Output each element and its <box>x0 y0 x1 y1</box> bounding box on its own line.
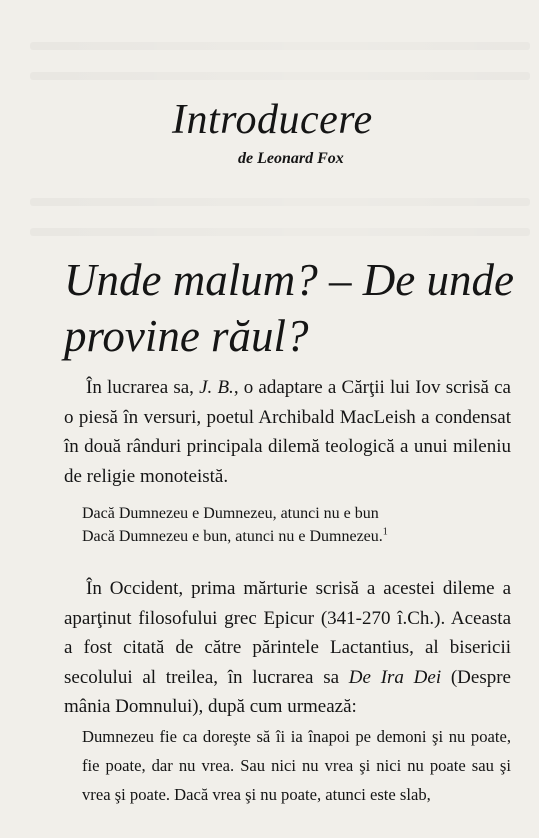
verse-quote <box>82 502 482 548</box>
footnote-marker: 1 <box>382 526 388 538</box>
paragraph-1 <box>64 373 511 491</box>
author-byline: de Leonard Fox <box>238 150 344 167</box>
paragraph-2-italic: De Ira Dei <box>348 666 442 688</box>
chapter-title-line-1: Unde malum? – De unde <box>64 255 514 305</box>
verse-line-1: Dacă Dumnezeu e Dumnezeu, atunci nu e bun <box>82 505 379 522</box>
chapter-title-line-2: provine răul? <box>64 311 309 361</box>
paragraph-2-text-a: În Occident, prima mărturie scrisă a acestei dileme a aparţinut filosofului grec Epicur (341-270 î.Ch.). Aceasta a fost citată de către părintele Lactantius, al bisericii secolului al treilea, în lucrarea sa <box>64 578 511 688</box>
chapter-title <box>64 252 514 364</box>
bleed-through-line <box>30 228 530 236</box>
paragraph-2 <box>64 574 511 722</box>
paragraph-1-text-a: În lucrarea sa, <box>86 377 200 398</box>
bleed-through-line <box>30 72 530 80</box>
paragraph-2-text-b: (Despre mânia Domnului), după cum urmează: <box>64 666 511 718</box>
verse-line-2 <box>82 525 482 548</box>
section-title: Introducere <box>172 97 373 143</box>
bleed-through-line <box>30 198 530 206</box>
paragraph-1-text-b: , o adaptare a Cărţii lui Iov scrisă ca o piesă în versuri, poetul Archibald MacLeish a condensat în două rânduri principala dilemă teologică a unui mileniu de religie monoteistă. <box>64 377 511 487</box>
block-quote: Dumnezeu fie ca doreşte să îi ia înapoi pe demoni şi nu poate, fie poate, dar nu vrea. Sau nici nu vrea şi nici nu poate sau şi vrea şi poate. Dacă vrea şi nu poate, atunci este slab, <box>82 727 511 804</box>
paragraph-1-italic: J. B. <box>199 377 234 398</box>
bleed-through-line <box>30 42 530 50</box>
verse-line-2-text: Dacă Dumnezeu e bun, atunci nu e Dumnezeu. <box>82 528 383 545</box>
